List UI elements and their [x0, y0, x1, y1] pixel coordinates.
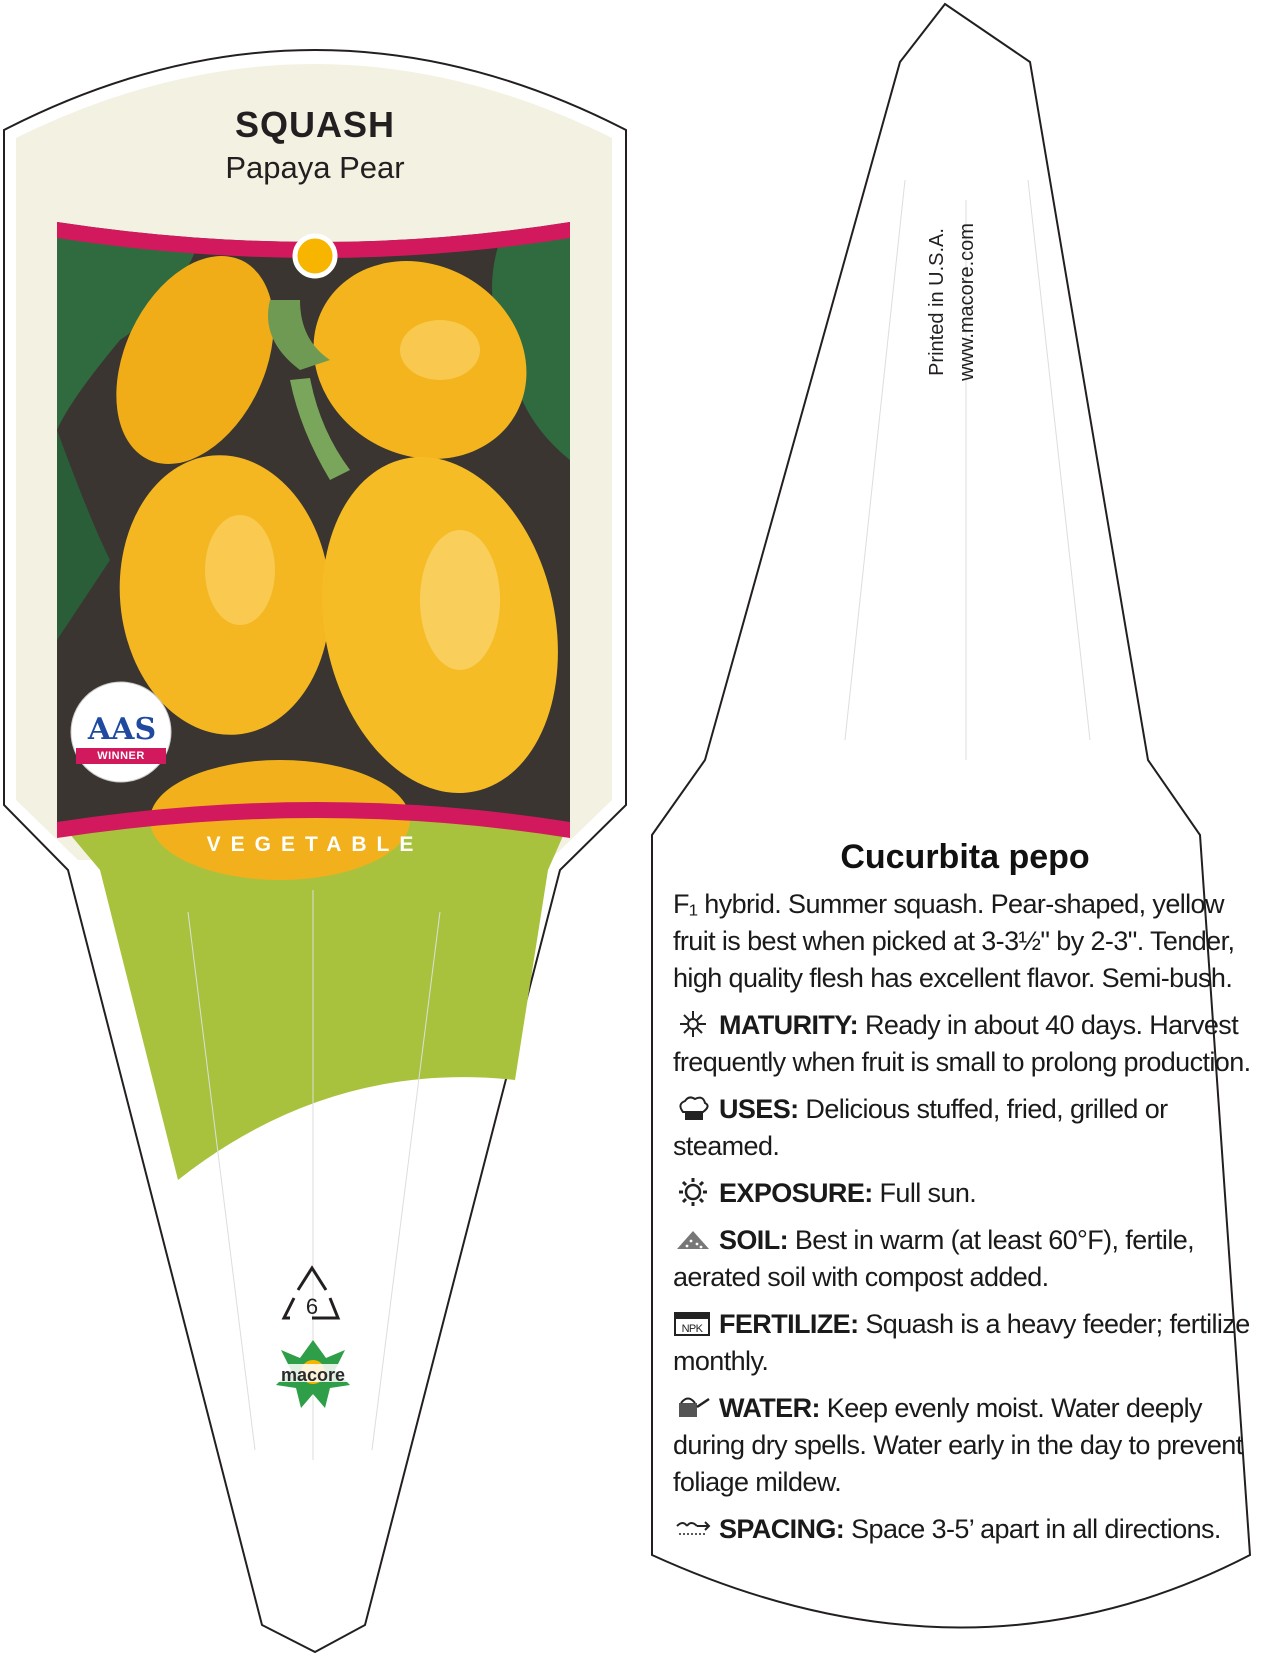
section-text: Best in warm (at least 60°F), fertile, aerated soil with compost added.: [673, 1225, 1195, 1292]
category-label: VEGETABLE: [206, 833, 424, 856]
recycle-number: 6: [305, 1294, 319, 1319]
care-instructions: [673, 886, 1263, 1558]
section-soil: [673, 1222, 1263, 1296]
section-label: SPACING:: [719, 1514, 845, 1544]
watering-can-icon: [673, 1393, 713, 1421]
svg-text:NPK: NPK: [681, 1323, 703, 1335]
plant-name: SQUASH: [234, 104, 396, 145]
npk-icon: [673, 1309, 713, 1337]
section-label: USES:: [719, 1094, 799, 1124]
intro-paragraph: F₁ hybrid. Summer squash. Pear-shaped, yellow fruit is best when picked at 3-3½" by 2-3". Tender, high quality flesh has excellent flavor. Semi-bush.: [673, 889, 1235, 993]
section-label: EXPOSURE:: [719, 1178, 873, 1208]
section-text: Squash is a heavy feeder; fertilize monthly.: [673, 1309, 1250, 1376]
section-label: SOIL:: [719, 1225, 788, 1255]
printed-line: Printed in U.S.A.: [926, 228, 948, 376]
section-uses: [673, 1091, 1263, 1165]
section-text: Delicious stuffed, fried, grilled or steamed.: [673, 1094, 1168, 1161]
section-label: FERTILIZE:: [719, 1309, 859, 1339]
aas-badge-brand: AAS: [87, 712, 157, 747]
brand-logo-text: macore: [280, 1365, 346, 1385]
section-fertilize: [673, 1306, 1263, 1380]
spacing-icon: [673, 1514, 713, 1542]
product-photo: [57, 222, 588, 880]
website-line: www.macore.com: [956, 223, 978, 381]
section-text: Space 3-5’ apart in all directions.: [844, 1514, 1221, 1544]
section-label: WATER:: [719, 1393, 820, 1423]
printed-in-block: [922, 202, 982, 402]
sun-icon: [673, 1178, 713, 1206]
latin-name: Cucurbita pepo: [840, 838, 1090, 876]
section-spacing: [673, 1511, 1263, 1548]
chef-hat-icon: [673, 1094, 713, 1122]
section-maturity: [673, 1007, 1263, 1081]
aas-badge-label: WINNER: [97, 750, 145, 762]
section-label: MATURITY:: [719, 1010, 859, 1040]
flower-icon: [673, 1010, 713, 1038]
soil-icon: [673, 1225, 713, 1253]
color-dot: [295, 236, 335, 276]
section-text: Full sun.: [872, 1178, 977, 1208]
variety-name: Papaya Pear: [225, 150, 405, 185]
section-text: Ready in about 40 days. Harvest frequently when fruit is small to prolong production.: [673, 1010, 1251, 1077]
section-water: [673, 1390, 1263, 1501]
section-exposure: [673, 1175, 1263, 1212]
section-text: Keep evenly moist. Water deeply during dry spells. Water early in the day to prevent foliage mildew.: [673, 1393, 1243, 1497]
